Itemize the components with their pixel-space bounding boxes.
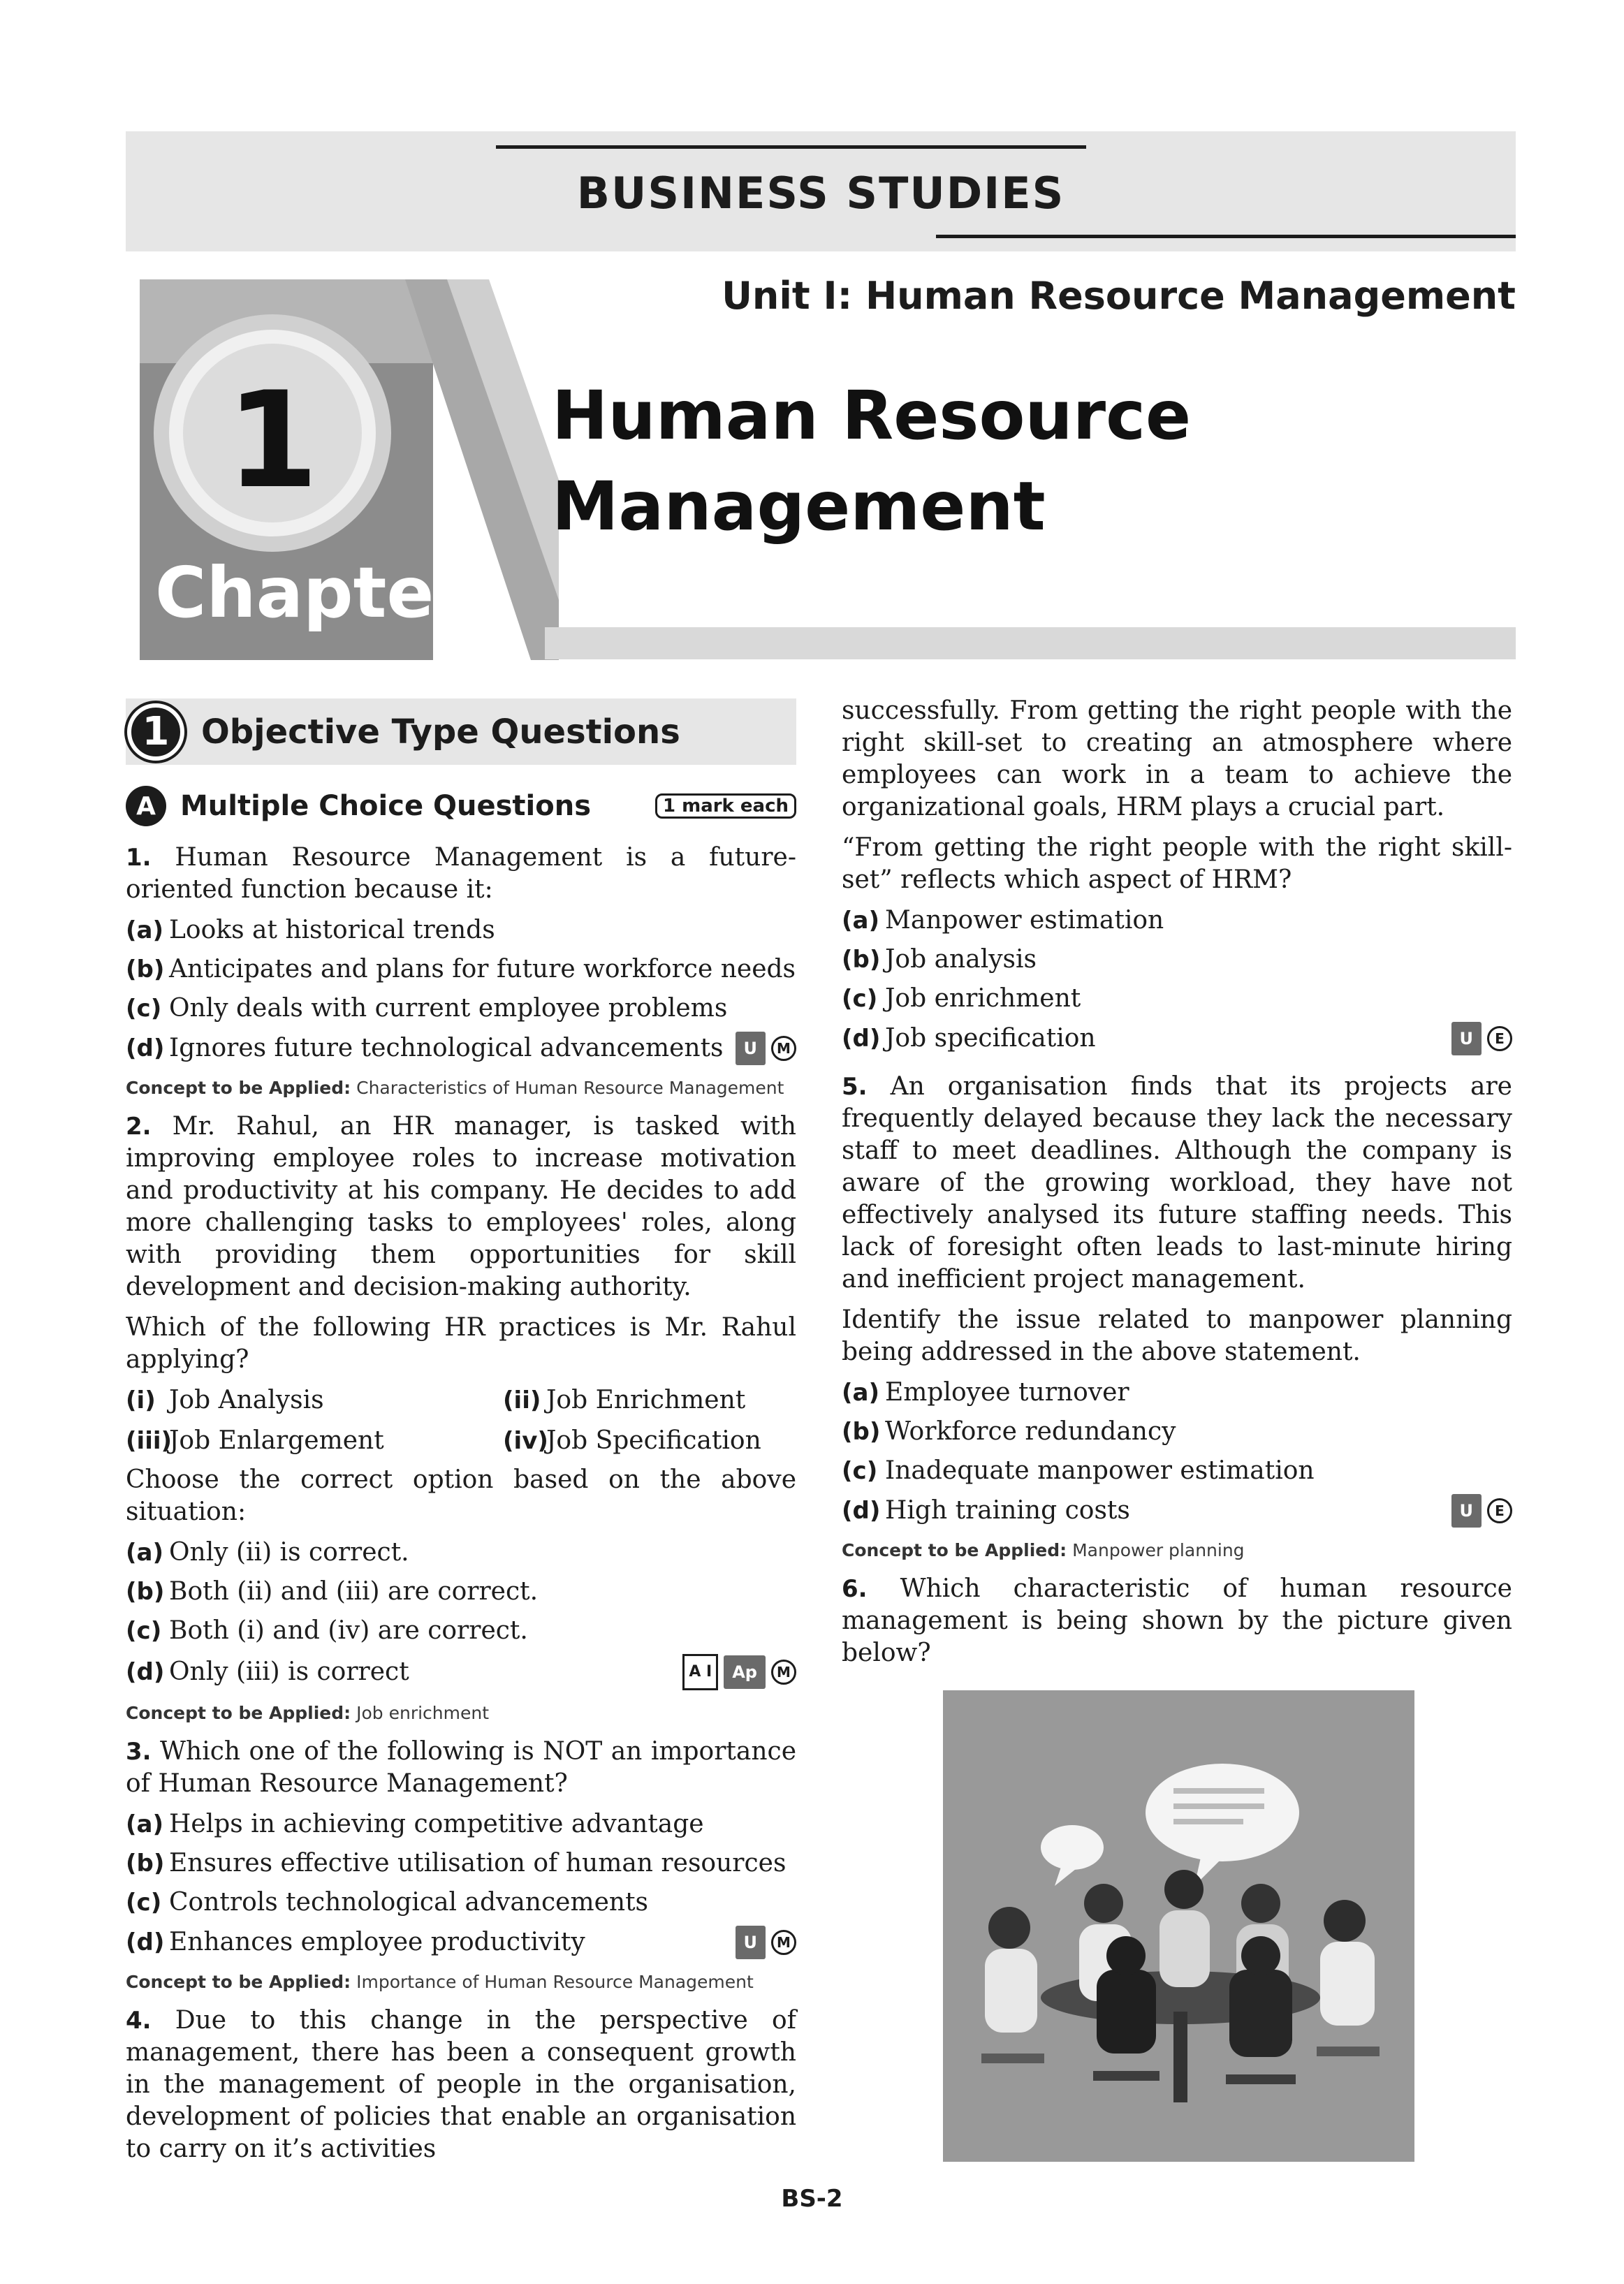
question-5-ask: Identify the issue related to manpower planning being addressed in the above statement.	[842, 1305, 1512, 1366]
question-4-continued: successfully. From getting the right people with the right skill-set to creating an atmosphere where employees can work in a team to achieve the organizational goals, HRM plays a crucial part.	[842, 696, 1512, 821]
subsection-title: Multiple Choice Questions	[180, 790, 592, 822]
q2-option-a: (a) Only (ii) is correct.	[126, 1538, 409, 1567]
q5-concept: Concept to be Applied: Manpower planning	[842, 1540, 1245, 1560]
q1-option-b: (b) Anticipates and plans for future workforce needs	[126, 955, 796, 983]
left-column	[126, 698, 796, 2174]
cognitive-badge: U	[736, 1032, 766, 1065]
q2-option-c: (c) Both (i) and (iv) are correct.	[126, 1616, 528, 1645]
chapter-title	[552, 370, 1191, 552]
q2-badges	[682, 1654, 796, 1690]
section-header	[126, 698, 796, 765]
q3-badges	[736, 1926, 797, 1959]
chapter-badge	[140, 279, 559, 660]
difficulty-badge: M	[771, 1036, 796, 1061]
q1-concept: Concept to be Applied: Characteristics of Human Resource Management	[126, 1078, 784, 1098]
q2-statement-ii: (ii) Job Enrichment	[503, 1386, 746, 1414]
difficulty-badge: E	[1487, 1498, 1512, 1523]
chapter-title-line1: Human Resource	[552, 376, 1192, 455]
difficulty-badge: M	[771, 1660, 796, 1685]
q4-option-b: (b) Job analysis	[842, 945, 1037, 974]
q3-option-b: (b) Ensures effective utilisation of human resources	[126, 1849, 787, 1877]
q1-option-c: (c) Only deals with current employee problems	[126, 994, 728, 1023]
q4-option-a: (a) Manpower estimation	[842, 906, 1164, 935]
q5-option-b: (b) Workforce redundancy	[842, 1417, 1176, 1446]
section-number: 1	[127, 703, 184, 761]
question-1: 1. Human Resource Management is a future-oriented function because it:	[126, 843, 796, 904]
q3-option-d: (d) Enhances employee productivity U M	[126, 1926, 796, 1959]
q3-concept: Concept to be Applied: Importance of Human Resource Management	[126, 1972, 754, 1992]
q2-option-b: (b) Both (ii) and (iii) are correct.	[126, 1577, 539, 1606]
q2-option-d: (d) Only (iii) is correct A I Ap M	[126, 1654, 796, 1690]
q3-option-c: (c) Controls technological advancements	[126, 1888, 649, 1917]
cognitive-badge: Ap	[724, 1655, 766, 1689]
q2-concept: Concept to be Applied: Job enrichment	[126, 1703, 490, 1723]
question-2-ask: Which of the following HR practices is Mr. Rahul applying?	[126, 1313, 796, 1374]
q1-option-a: (a) Looks at historical trends	[126, 916, 495, 944]
q3-option-a: (a) Helps in achieving competitive advantage	[126, 1810, 704, 1838]
question-4-ask: “From getting the right people with the right skill-set” reflects which aspect of HRM?	[842, 833, 1512, 894]
q4-badges	[1451, 1022, 1513, 1055]
unit-title: Unit I: Human Resource Management	[722, 274, 1516, 318]
banner-rule-bottom	[936, 235, 1516, 238]
subsection-letter: A	[126, 786, 166, 826]
q5-option-c: (c) Inadequate manpower estimation	[842, 1456, 1315, 1485]
chapter-label: Chapter	[155, 552, 469, 634]
q4-option-c: (c) Job enrichment	[842, 984, 1081, 1013]
q2-statement-i: (i) Job Analysis	[126, 1386, 324, 1414]
right-column	[842, 695, 1512, 2162]
q2-statement-grid	[126, 1384, 796, 1457]
section-title: Objective Type Questions	[201, 712, 680, 752]
q5-option-d: (d) High training costs U E	[842, 1494, 1512, 1528]
difficulty-badge: M	[771, 1930, 796, 1955]
meeting-illustration-icon	[943, 1690, 1414, 2162]
chapter-number: 1	[226, 363, 319, 518]
marks-badge: 1 mark each	[655, 793, 796, 819]
subsection-header	[126, 786, 796, 826]
question-3: 3. Which one of the following is NOT an importance of Human Resource Management?	[126, 1737, 796, 1798]
question-5: 5. An organisation finds that its projects are frequently delayed because they lack the necessary staff to meet deadlines. Although the company is aware of the growing workload, they have not effectively analysed its future staffing needs. This lack of foresight often leads to last-minute hiring and inefficient project management.	[842, 1072, 1512, 1294]
q2-statement-iv: (iv) Job Specification	[503, 1426, 761, 1455]
cognitive-badge: U	[1451, 1494, 1482, 1528]
q4-option-d: (d) Job specification U E	[842, 1022, 1512, 1055]
q1-badges	[736, 1032, 797, 1065]
subject-title: BUSINESS STUDIES	[576, 168, 1065, 219]
question-6: 6. Which characteristic of human resource management is being shown by the picture given below?	[842, 1574, 1512, 1667]
team-meeting-illustration	[943, 1690, 1414, 2162]
title-underbar	[545, 627, 1516, 659]
q5-option-a: (a) Employee turnover	[842, 1378, 1129, 1407]
banner-rule-top	[496, 145, 1086, 149]
q5-badges	[1451, 1494, 1513, 1528]
cognitive-badge: U	[1451, 1022, 1482, 1055]
difficulty-badge: E	[1487, 1026, 1512, 1051]
chapter-title-line2: Management	[552, 467, 1046, 546]
question-2-choose: Choose the correct option based on the above situation:	[126, 1465, 796, 1526]
question-4: 4. Due to this change in the perspective of management, there has been a consequent growth in the management of people in the organisation, development of policies that enable an organisation to carry on it’s activities	[126, 2006, 796, 2163]
page-number: BS-2	[781, 2185, 843, 2213]
ai-badge: A I	[682, 1654, 718, 1690]
cognitive-badge: U	[736, 1926, 766, 1959]
q2-statement-iii: (iii) Job Enlargement	[126, 1426, 384, 1455]
q1-option-d: (d) Ignores future technological advancements U M	[126, 1032, 796, 1065]
question-2: 2. Mr. Rahul, an HR manager, is tasked with improving employee roles to increase motivation and productivity at his company. He decides to add more challenging tasks to employees' roles, along with providing them opportunities for skill development and decision-making authority.	[126, 1112, 796, 1301]
